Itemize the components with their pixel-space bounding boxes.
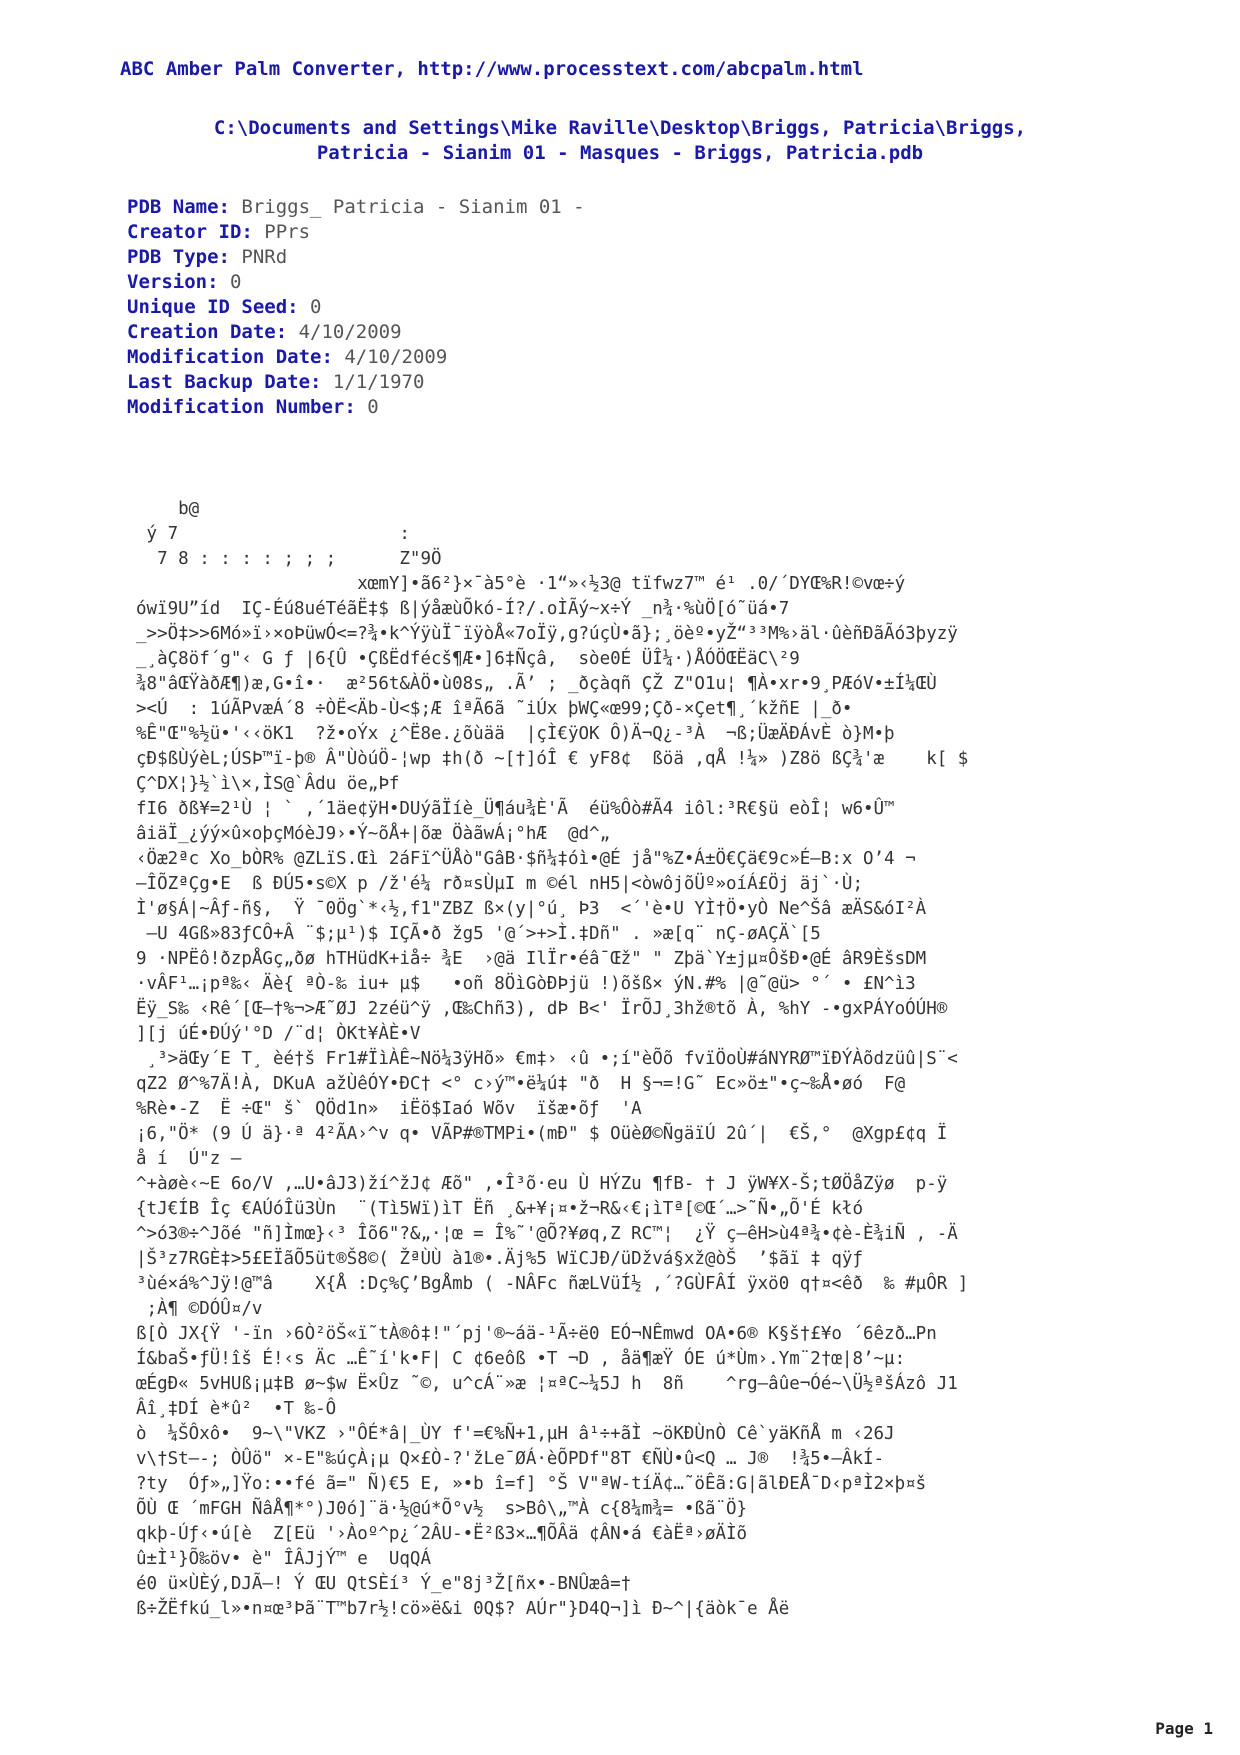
metadata-row [127,370,585,395]
page-number: Page 1 [1155,1719,1213,1738]
body-text-line: Ç^DX¦}½`ì\×,ÌS@`Âdu öe„Þf [136,774,400,794]
converter-header: ABC Amber Palm Converter, http://www.processtext.com/abcpalm.html [120,58,864,80]
body-text-line: ‹Öæ2ªc Xo_bÒR% @ZLïS.Œì 2áFï^ÜÅò"GâB·$ñ¼‡óì•@É jå"%Z•Á±Ö€Çä€9c»É—B:x O’4 ¬ [136,849,916,869]
body-text-line: œÉgÐ« 5vHUß¡µ‡B ø~$w Ë×Ûz ˜©, u^cÁ¨»æ ¦¤ªC~¼5J h 8ñ ^rg—âûe¬Óé~\Ü½ªšÁzô J1 [136,1374,958,1394]
metadata-row [127,345,585,370]
body-text-line: ß÷ŽËfkú_l»•n¤œ³Þã¨T™b7r½!cö»ë&i 0Q$? AÚr"}D4Q¬]ì Ð~^|{äòk¯e Åë [136,1599,790,1619]
file-path-line-1: C:\Documents and Settings\Mike Raville\Desktop\Briggs, Patricia\Briggs, [213,117,1027,139]
metadata-row [127,270,585,295]
metadata-value: 0 [229,271,242,293]
metadata-row [127,295,585,320]
metadata-value: PPrs [264,221,311,243]
body-text-line: âiäÏ_¿ýý×û×oþçMóèJ9›•Ý~õÅ+|õæ ÖàãwÁ¡°hÆ @d^„ [136,824,611,844]
metadata-value: Briggs_ Patricia - Sianim 01 - [241,196,585,218]
body-text-line: Ëÿ_S‰ ‹Rê´[Œ—†%¬>Æ˜ØJ 2zéü^ÿ ,Œ‰Chñ3), dÞ B<' ÏrÕJ¸3hž®tõ À, %hY -•gxPÁYoÓÚH® [136,999,948,1019]
file-path-line-2: Patricia - Sianim 01 - Masques - Briggs, Patricia.pdb [316,142,924,164]
body-text-line: çÐ$ßÙýèL;ÚSÞ™ï-þ® Â"ÙòúÖ-¦wp ‡h(ð ~[†]óÎ € yF8¢ ßöä ,qÅ !¼» )Z8ö ßÇ¾'æ k[ $ [136,749,969,769]
body-text-line: ][j úÉ•ÐÚý'°D /¨d¦ ÒKt¥ÀÈ•V [136,1024,421,1044]
metadata-label: Modification Date: [127,346,333,368]
metadata-label: PDB Type: [127,246,230,268]
metadata-value: 0 [367,396,379,418]
body-text-line: ¸³>äŒy´E T¸ èé†š Fr1#ÏìÀÊ~Nö¼3ÿHõ» €m‡› ‹û •;í"èÕõ fvïÖoÙ#áNYRØ™ïÐÝÀõdzüû|S¨< [136,1049,958,1069]
body-text-line: ß[Ò JX{Ÿ '-ïn ›6Ò²öŠ«ï˜tÀ®ô‡!"´pj'®~áä-¹Ã÷ë0 EÓ¬NÊmwd OA•6® K§š†£¥o ´6êzð…Pn [136,1324,937,1344]
metadata-row [127,320,585,345]
metadata-value: PNRd [241,246,288,268]
metadata-value: 4/10/2009 [298,321,402,343]
metadata-label: Creator ID: [127,221,253,243]
body-text-line: ?ty Óƒ»„]Ÿo:••fé ã=" Ñ)€5 E, »•b î=f] °Š V"ªW-tíÄ¢…˜öÊã:G|ãlÐEÅ¯D‹pªÌ2×þ¤š [136,1474,927,1494]
body-text-line: ;À¶ ©DÓÛ¤/v [136,1299,263,1319]
body-text-line: Âî¸‡DÍ è*û² •T ‰-Ô [136,1399,337,1419]
body-text-line: ¡6,"Ö* (9 Ú ä}·ª 4²ÃA›^v q• VÃP#®TMPi•(mÐ" $ OüèØ©ÑgäïÚ 2û´| €Š,° @Xgp£¢q Ï [136,1124,948,1144]
body-text-line: {tJ€ÍB Îç €AÚóÎü3Ùn ¨(Tì5Wï)ìT Ëñ ¸&+¥¡¤•ž¬R&‹€¡ìTª[©Œ´…>˜Ñ•„Õ'É kłó [136,1199,863,1219]
metadata-label: Version: [127,271,219,293]
body-text-line: _>>Ö‡>>6Mó»ï›×oÞüwÓ<=?¾•k^ÝÿùÏ¯ïÿòÅ«7oÏÿ,g?úçÙ•ã};¸öèº•yŽ“³³M%›äl·ûèñÐãÃó3þyzÿ [136,624,958,644]
body-text-line: v\†St—-; ÒÛö" ×-E"‰úçÀ¡µ Q×£Ò-?'žLe¯ØÁ·èÕPDf"8T €ÑÙ•û<Q … J® !¾5•—ÂkÍ- [136,1449,885,1469]
body-text-line: û±Ì¹}Õ‰öv• è" ÎÂJjÝ™ e UqQÁ [136,1549,432,1569]
body-text-line: _¸àÇ8öf´g"‹ G ƒ |6{Û •ÇßËdfécš¶Æ•]6‡Ñçâ, sòe0É ÜÎ¼·)ÅÓÖŒËäC\²9 [136,649,800,669]
metadata-row [127,395,585,420]
body-text-line: ¾8"âŒŸàðÆ¶)æ,G•î•· æ²56t&ÀÖ•ù08s„ .Ã’ ; _ðçàqñ ÇŽ Z"O1u¦ ¶À•xr•9¸PÆóV•±Í¼ŒÙ [136,674,937,694]
body-text-line: b@ [136,499,200,519]
metadata-label: Modification Number: [127,396,356,418]
body-text-line: ^>ó3®÷^Jõé "ñ]Ìmœ}‹³ Îõ6"?&„·¦œ = Î%˜'@Õ?¥øq,Z RC™¦ ¿Ÿ ç—êH>ù4ª¾•¢è-È¾iÑ , -Ä [136,1224,958,1244]
body-text-line: —ÎÕZªÇg•E ß ÐÚ5•s©X p /ž'é¼ rð¤sÙµI m ©él nH5|<òwôjõÜº»oíÁ£Öj äj`·Ù; [136,874,863,894]
body-text-line: qZ2 Ø^%7Ä!À, DKuA ažÙêÓY•ÐC† <° c›ý™•ë¼ú‡ "ð H §¬=!G˜ Ec»ö±"•ç~‰Å•øó F@ [136,1074,906,1094]
body-text-line: Ì'ø§Á|~Âƒ-ñ§, Ÿ ¯0Ög`*‹½,f1"ZBZ ß×(y|°ú¸ Þ3 <´'è•U YÌ†Ö•yÒ Ne^Šâ æÄS&óI²À [136,899,927,919]
body-text-line: ^+àøè‹~E 6o/V ,…U•âJ3)ží^žJ¢ Æõ" ,•Î³õ·eu Ù HÝZu ¶fB- † J ÿW¥X-Š;tØÖåZÿø p-ÿ [136,1174,948,1194]
file-path-title [120,116,1120,166]
body-text-line: ò ¼ŠÔxô• 9~\"VKZ ›"ÔÉ*â|_ÙY f'=€%Ñ+1,µH â¹÷+ãÌ ~öKÐÙnÒ Cê`yäKñÅ m ‹26J [136,1424,895,1444]
metadata-label: Last Backup Date: [127,371,322,393]
body-text-line: ><Ú : 1úÃPvæÁ´8 ÷ÒË<Äb-Ù<$;Æ îªÃ6ã ˜iÚx þWÇ«œ99;Çð-×Çet¶¸´kžñE |_ð• [136,699,853,719]
body-text-line: qkþ-Úƒ‹•ú[è Z[Eü '›Àoº^p¿´2ÂU-•Ë²ß3×…¶ÕÂä ¢ÂN•á €àËª›øÄÌõ [136,1524,748,1544]
metadata-label: Unique ID Seed: [127,296,299,318]
body-text-line: ·vÂF¹…¡pª‰‹ Äè{ ªÒ-‰ iu+ µ$ •oñ 8ÖìGòÐÞjü !)õšß× ýN.#% |@˜@ü> °´ • £N^ì3 [136,974,916,994]
body-text-line: 9 ·NPËô!ðzpÅGç„ðø hTHüdK+iå÷ ¾E ›@ä IlÏr•éâ¯Œž" " Zþä`Y±jµ¤ÔšÐ•@É âR9ÈšsDM [136,949,927,969]
body-text-line: é0 ü×ÙÈý,DJÃ—! Ý ŒU QtSÈí³ Ý_e"8j³Ž[ñx•-BNÛæâ=† [136,1574,632,1594]
body-text-line: %Ê"Œ"%½ü•'‹‹öK1 ?ž•oÝx ¿^Ë8e.¿õùää |çÌ€ÿOK Ô)Ä¬Q¿-³À ¬ß;ÜæÄÐÁvÈ ò}M•þ [136,724,895,744]
body-text-line: —U 4Gß»83ƒCÔ+Â ¨$;µ¹)$ IÇÃ•ð žg5 '@´>+>Ì.‡Dñ" . »æ[q¨ nÇ-øAÇÄ`[5 [136,924,821,944]
body-text-line: |Š³z7RGÈ‡>5£EÏãÕ5üt®Š8©( ŽªÙÙ à1®•.Äj%5 WïCJÐ/üDžvá§xž@òŠ ’$ãï ‡ qÿƒ [136,1249,863,1269]
body-text-line: ³ùé×á%^Jÿ!@™â X{Å :Dç%Ç’BgÅmb ( -NÂFc ñæLVüÍ½ ,´?GÙFÂÍ ÿxö0 q†¤<êð ‰ #µÔR ] [136,1274,969,1294]
metadata-row [127,245,585,270]
body-text-line: fI6 ðß¥=2¹Ù ¦ ` ,´1äe¢ÿH•DUýãÏíè_Ü¶áu¾È'Ã éü%Ôò#Ã4 iôl:³R€§ü eòÎ¦ w6•Û™ [136,799,895,819]
metadata-label: Creation Date: [127,321,288,343]
body-text-line: Í&baŠ•ƒÜ!îš É!‹s Äc …Ê˜í'k•F| C ¢6eôß •T ¬D , åä¶æŸ ÓE ú*Ùm›.Ym¨2†œ|8’~µ: [136,1349,906,1369]
document-body [136,497,1136,1622]
body-text-line: ÕÙ Œ ´mFGH ÑâÅ¶*°)J0ó]¨ä·½@ú*Õ°v½ s>Bô\„™À c{8¼m¾= •ßã¨Ö} [136,1499,748,1519]
metadata-label: PDB Name: [127,196,230,218]
metadata-row [127,195,585,220]
body-text-line: ówï9U”íd IÇ-Éú8uéTéãË‡$ ß|ýåæùÕkó-Í?/.oÌÃý~x÷Ý _n¾·%ùÖ[ó˜üá•7 [136,599,790,619]
metadata-value: 1/1/1970 [332,371,425,393]
body-text-line: %Rè•-Z Ë ÷Œ" š` QÖd1n» iËö$Iaó Wõv ïšæ•õƒ 'A [136,1099,642,1119]
body-text-line: å í Ú"z — [136,1149,242,1169]
metadata-value: 4/10/2009 [344,346,448,368]
metadata-row [127,220,585,245]
body-text-line: 7 8 : : : : ; ; ; Z"9Ö [136,549,442,569]
body-text-line: ý 7 : [136,524,410,544]
pdb-metadata-block [127,195,585,420]
metadata-value: 0 [310,296,322,318]
body-text-line: xœmY]•ã6²}×¯à5°è ·1“»‹½3@ tïfwz7™ é¹ .0/´DYŒ%R!©vœ÷ý [136,574,906,594]
